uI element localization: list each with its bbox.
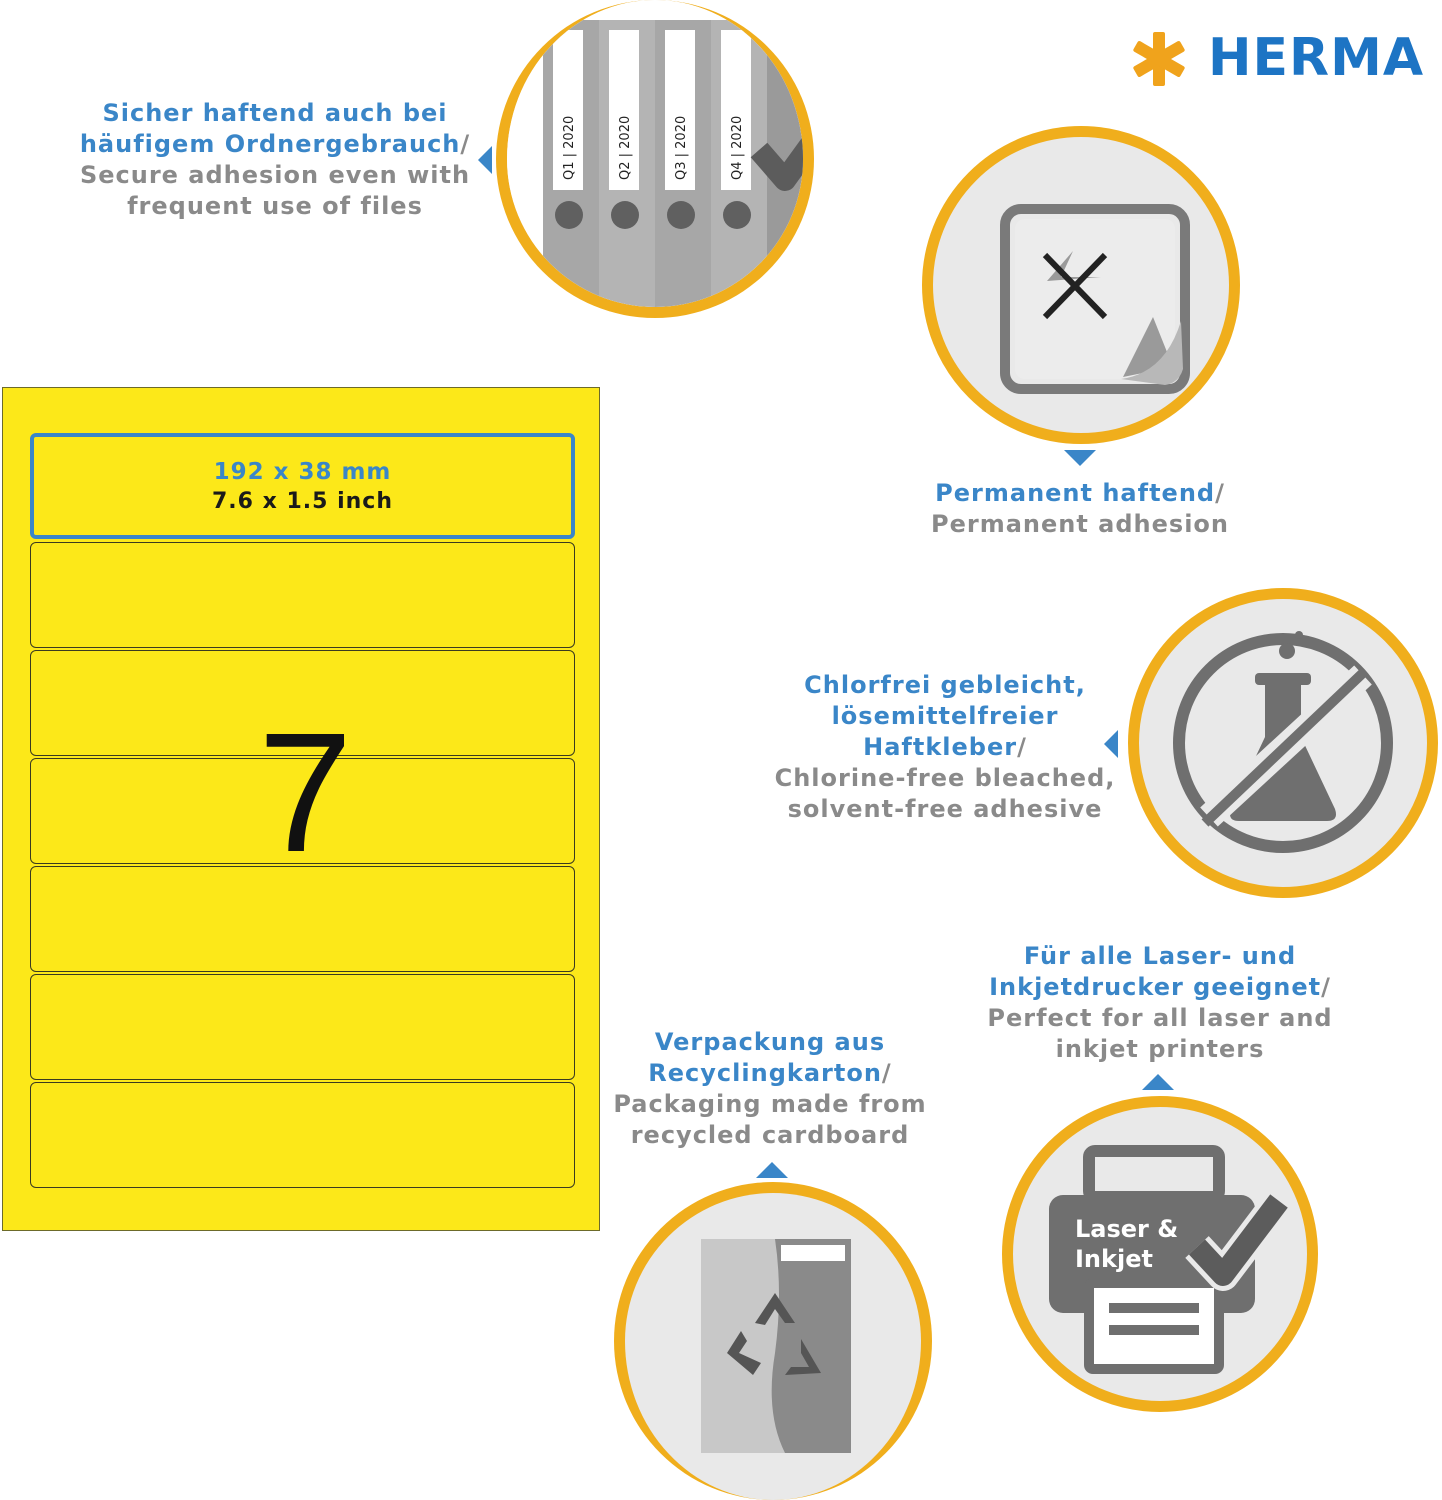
label-strip: [30, 974, 575, 1080]
binder-label-4: Q4 | 2020: [730, 115, 745, 180]
printers-de-1: Für alle Laser- und: [1023, 942, 1297, 970]
adhesion-files-de-1: Sicher haftend auch bei: [102, 99, 448, 127]
binder-label-2: Q2 | 2020: [618, 115, 633, 180]
pointer-up-icon: [1142, 1074, 1174, 1090]
chlorine-en-1: Chlorine-free bleached,: [774, 764, 1116, 792]
chlorine-en-2: solvent-free adhesive: [787, 795, 1103, 823]
label-sheet: [2, 387, 600, 1231]
separator: /: [460, 130, 471, 158]
recycled-box-icon: [625, 1193, 921, 1500]
permanent-de: Permanent haftend: [935, 479, 1216, 507]
permanent-circle: [922, 126, 1240, 444]
binder-label-3: Q3 | 2020: [674, 115, 689, 180]
herma-wordmark: HERMA: [1208, 28, 1425, 88]
separator: /: [881, 1059, 892, 1087]
permanent-sticker-icon: [933, 137, 1229, 433]
printer-icon: [1013, 1107, 1307, 1401]
adhesion-files-de-2: häufigem Ordnergebrauch: [79, 130, 461, 158]
packaging-de-1: Verpackung aus: [654, 1028, 886, 1056]
separator: /: [1321, 973, 1331, 1001]
pointer-left-icon: [478, 146, 492, 174]
chlorine-de-2: lösemittelfreier: [831, 702, 1059, 730]
label-size-inch: 7.6 x 1.5 inch: [211, 489, 394, 514]
permanent-en: Permanent adhesion: [930, 510, 1229, 538]
label-count: 7: [258, 698, 353, 888]
separator: /: [1017, 733, 1027, 761]
label-strip: [30, 542, 575, 648]
printers-de-2: Inkjetdrucker geeignet: [989, 973, 1322, 1001]
printer-circle: [1002, 1096, 1318, 1412]
feature-permanent-text: [900, 478, 1260, 540]
no-chemicals-icon: [1139, 599, 1427, 887]
chlorine-de-3: Haftkleber: [863, 733, 1018, 761]
pointer-down-icon: [1064, 450, 1096, 466]
packaging-en-1: Packaging made from: [613, 1090, 927, 1118]
label-strip-highlight: [30, 433, 575, 539]
pointer-up-icon: [756, 1162, 788, 1178]
printer-icon-text-2: Inkjet: [1075, 1245, 1153, 1273]
chlorine-de-1: Chlorfrei gebleicht,: [804, 671, 1086, 699]
printers-en-2: inkjet printers: [1055, 1035, 1265, 1063]
binder-circle: [496, 0, 814, 318]
feature-chlorine-text: [770, 670, 1120, 825]
packaging-circle: [614, 1182, 932, 1500]
separator: /: [1215, 479, 1225, 507]
feature-adhesion-files-text: [60, 98, 490, 222]
printers-en-1: Perfect for all laser and: [987, 1004, 1333, 1032]
packaging-en-2: recycled cardboard: [630, 1121, 910, 1149]
pointer-left-icon: [1104, 730, 1118, 758]
label-size-mm: 192 x 38 mm: [213, 459, 392, 485]
label-strip: [30, 1082, 575, 1188]
feature-printers-text: [980, 941, 1340, 1065]
feature-packaging-text: [600, 1027, 940, 1151]
herma-star-icon: [1130, 30, 1188, 88]
adhesion-files-en-1: Secure adhesion even with: [79, 161, 471, 189]
chlorine-circle: [1128, 588, 1438, 898]
packaging-de-2: Recyclingkarton: [648, 1059, 882, 1087]
binders-icon: [507, 0, 814, 318]
binder-label-1: Q1 | 2020: [562, 115, 577, 180]
adhesion-files-en-2: frequent use of files: [127, 192, 423, 220]
printer-icon-text-1: Laser &: [1075, 1215, 1179, 1243]
